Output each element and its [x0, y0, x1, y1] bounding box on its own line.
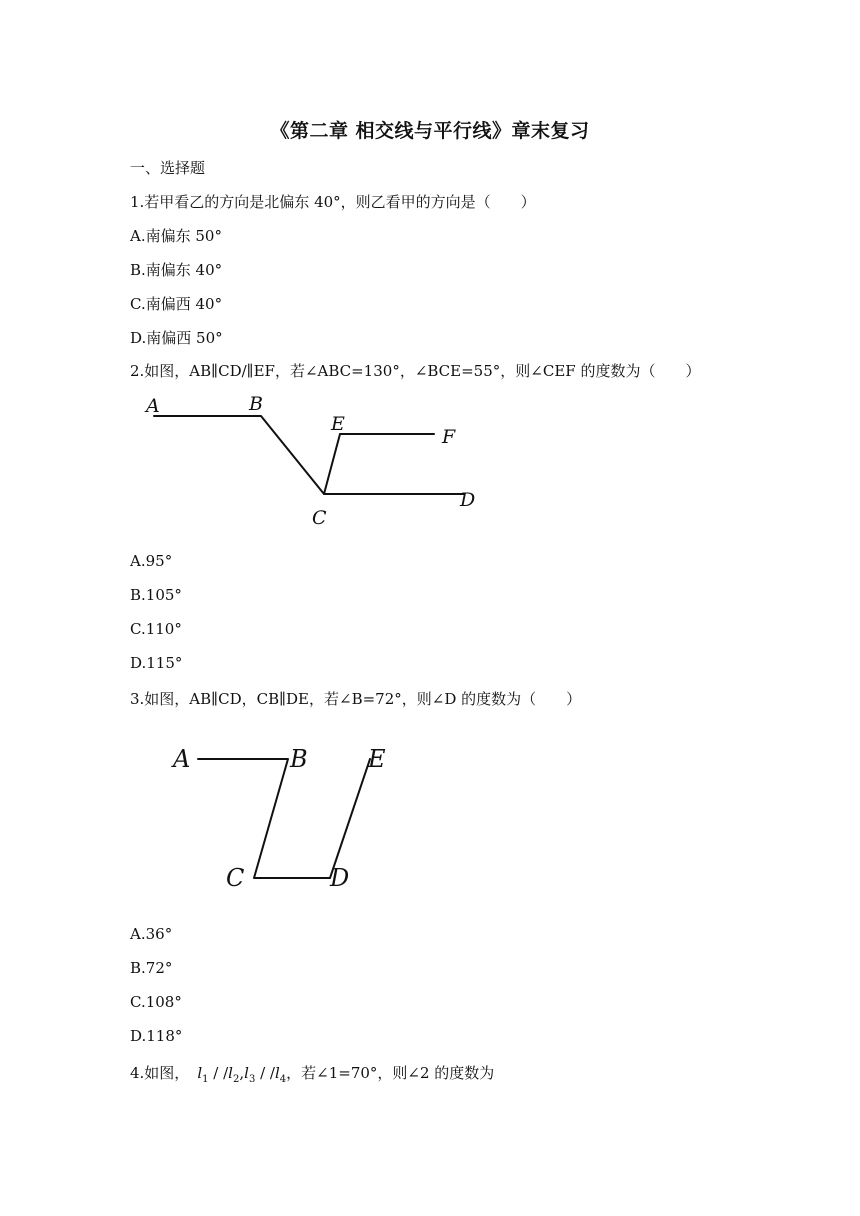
figure-label-b: B	[290, 745, 308, 773]
question-2-option-c: C.110°	[130, 620, 182, 638]
question-1-option-a: A.南偏东 50°	[130, 227, 222, 245]
figure-label-a: A	[146, 395, 160, 417]
section-heading: 一、选择题	[130, 159, 206, 177]
figure-label-d: D	[330, 864, 350, 892]
question-1-stem: 1.若甲看乙的方向是北偏东 40°，则乙看甲的方向是（ ）	[130, 193, 536, 211]
figure-label-a: A	[173, 745, 191, 773]
figure-line-cef	[324, 434, 434, 494]
figure-label-c: C	[226, 864, 245, 892]
math-l: l	[197, 1064, 203, 1082]
question-2-option-d: D.115°	[130, 654, 183, 672]
math-l: l	[274, 1064, 280, 1082]
question-4-prefix: 4.如图，	[130, 1064, 190, 1082]
question-2-option-b: B.105°	[130, 586, 182, 604]
math-parallel: / /	[255, 1064, 275, 1082]
page-title: 《第二章 相交线与平行线》章末复习	[270, 120, 590, 142]
question-3-figure	[168, 728, 428, 910]
question-4-stem	[130, 1062, 494, 1085]
math-subscript-2: 2	[232, 1074, 240, 1085]
question-1-option-d: D.南偏西 50°	[130, 329, 223, 347]
math-subscript-1: 1	[202, 1074, 209, 1085]
question-2-stem: 2.如图，AB∥CD/∥EF，若∠ABC=130°，∠BCE=55°，则∠CEF 的度数为（ ）	[130, 362, 701, 380]
figure-label-f: F	[442, 426, 456, 448]
math-subscript-3: 3	[248, 1074, 256, 1085]
math-parallel: / /	[208, 1064, 229, 1082]
question-3-stem: 3.如图，AB∥CD，CB∥DE，若∠B=72°，则∠D 的度数为（ ）	[130, 690, 582, 708]
question-3-option-d: D.118°	[130, 1027, 183, 1045]
math-comma: ,	[239, 1064, 245, 1082]
figure-label-b: B	[249, 393, 263, 415]
figure-label-c: C	[312, 507, 327, 529]
figure-label-e: E	[331, 413, 345, 435]
figure-polyline-abcde	[198, 759, 370, 878]
question-2-figure	[128, 388, 500, 533]
math-subscript-4: 4	[279, 1074, 287, 1085]
question-3-option-b: B.72°	[130, 959, 173, 977]
math-l: l	[244, 1064, 249, 1082]
figure-line-abcd	[154, 416, 464, 494]
question-1-option-b: B.南偏东 40°	[130, 261, 223, 279]
math-l: l	[228, 1064, 233, 1082]
question-4-suffix: ，若∠1=70°，则∠2 的度数为	[286, 1064, 495, 1082]
question-3-option-a: A.36°	[130, 925, 173, 943]
question-1-option-c: C.南偏西 40°	[130, 295, 223, 313]
question-2-option-a: A.95°	[130, 552, 173, 570]
figure-label-d: D	[460, 489, 476, 511]
figure-label-e: E	[368, 745, 386, 773]
question-3-option-c: C.108°	[130, 993, 182, 1011]
